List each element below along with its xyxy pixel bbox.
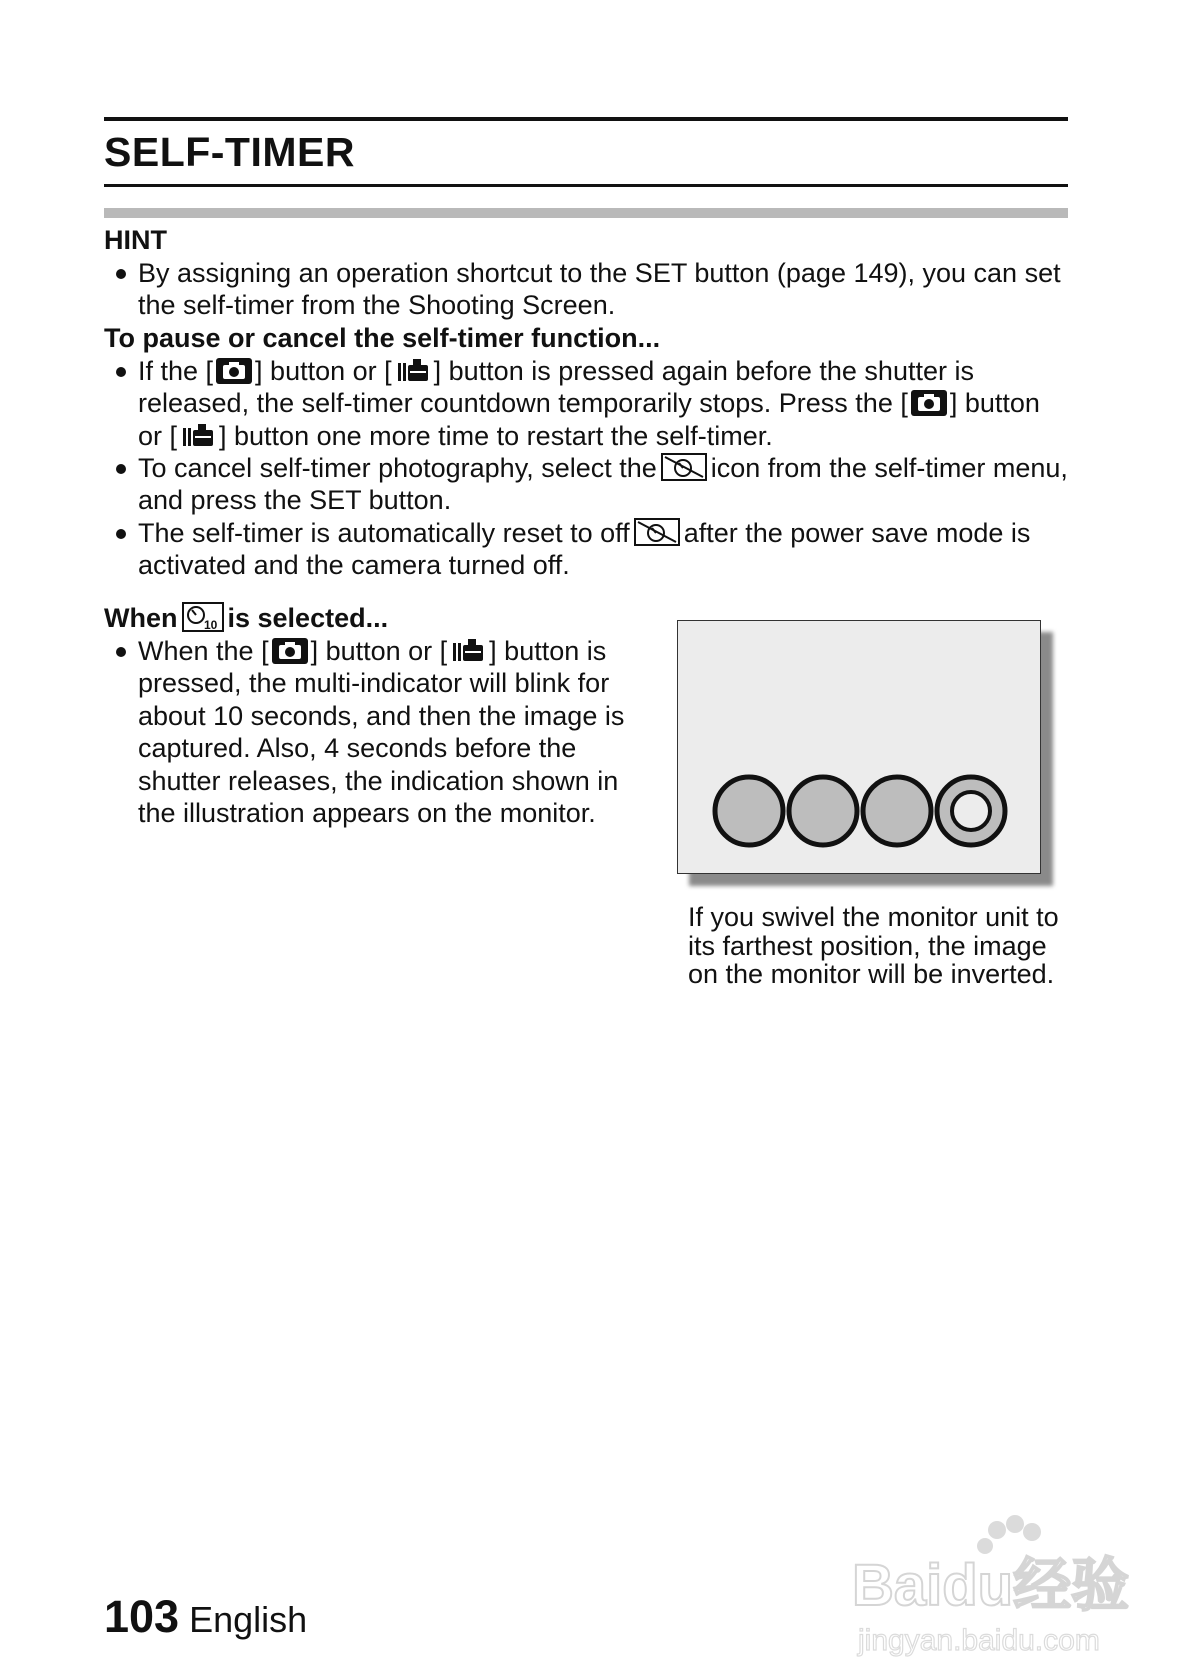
hint-text: By assigning an operation shortcut to the SET button (page 149), you can set the self-timer from the Shooting Screen. bbox=[138, 258, 1061, 321]
multi-indicator bbox=[678, 621, 1040, 873]
text-fragment: When bbox=[104, 603, 178, 633]
hint-heading: HINT bbox=[104, 225, 167, 255]
text-fragment: ] button one more time to restart the self-timer. bbox=[219, 420, 773, 451]
video-button-icon bbox=[449, 637, 487, 665]
text-fragment: If the [ bbox=[138, 355, 214, 386]
illustration-caption: If you swivel the monitor unit to its farthest position, the image on the monitor will be inverted. bbox=[688, 902, 1059, 989]
photo-button-icon bbox=[910, 389, 948, 417]
text-fragment: ] button or [ bbox=[138, 388, 1040, 451]
text-fragment: icon from the self-timer menu, and press the SET button. bbox=[138, 453, 1068, 516]
hint-bullet bbox=[104, 257, 1068, 322]
hint-list bbox=[104, 257, 1068, 322]
language-label: English bbox=[189, 1599, 308, 1640]
pause-bullet-3 bbox=[104, 517, 1068, 582]
when-bullet-1 bbox=[104, 635, 644, 829]
text-fragment: after the power save mode is activated and the camera turned off. bbox=[138, 517, 1031, 581]
self-timer-10-icon bbox=[182, 602, 224, 632]
indicator-lamp-3 bbox=[863, 777, 931, 845]
pause-heading: To pause or cancel the self-timer function... bbox=[104, 322, 661, 353]
monitor-screen bbox=[677, 620, 1041, 874]
photo-button-icon bbox=[215, 357, 253, 385]
when-list bbox=[104, 635, 644, 829]
when-section bbox=[104, 602, 644, 829]
self-timer-off-icon bbox=[661, 453, 707, 481]
text-fragment: is selected... bbox=[227, 603, 389, 633]
text-fragment: ] button or [ bbox=[255, 355, 392, 386]
video-button-icon bbox=[179, 422, 217, 450]
indicator-lamp-4-inner bbox=[952, 792, 990, 830]
gray-divider bbox=[104, 208, 1068, 218]
text-fragment: ] button or [ bbox=[310, 636, 448, 666]
pause-bullet-1 bbox=[104, 355, 1068, 452]
photo-button-icon bbox=[271, 637, 309, 665]
pause-list bbox=[104, 355, 1068, 582]
watermark-logo bbox=[852, 1510, 1132, 1660]
monitor-illustration bbox=[677, 620, 1041, 874]
timer-label: 10 bbox=[203, 618, 217, 632]
page-title: SELF-TIMER bbox=[104, 129, 355, 175]
indicator-lamp-2 bbox=[789, 777, 857, 845]
when-heading bbox=[104, 602, 644, 635]
text-fragment: The self-timer is automatically reset to off bbox=[138, 517, 630, 548]
self-timer-off-icon bbox=[634, 518, 680, 546]
page-footer bbox=[104, 1590, 307, 1647]
pause-bullet-2 bbox=[104, 452, 1068, 517]
page-number: 103 bbox=[104, 1591, 180, 1642]
text-fragment: ] button is pressed, the multi-indicator will blink for about 10 seconds, and then the image is captured. Also, 4 seconds before the shutter releases, the indication shown in the illustration appears on the monitor. bbox=[138, 636, 625, 829]
text-fragment: To cancel self-timer photography, select the bbox=[138, 453, 657, 484]
text-fragment: ] button is pressed again before the shutter is released, the self-timer countdown temporarily stops. Press the [ bbox=[138, 355, 974, 419]
text-fragment: When the [ bbox=[138, 636, 269, 666]
hint-section bbox=[104, 224, 1068, 582]
top-rule bbox=[104, 117, 1068, 121]
indicator-lamp-1 bbox=[715, 777, 783, 845]
watermark-url: jingyan.baidu.com bbox=[858, 1624, 1100, 1657]
title-underline bbox=[104, 184, 1068, 187]
video-button-icon bbox=[394, 357, 432, 385]
watermark-brand: Baidu经验 bbox=[852, 1553, 1130, 1618]
